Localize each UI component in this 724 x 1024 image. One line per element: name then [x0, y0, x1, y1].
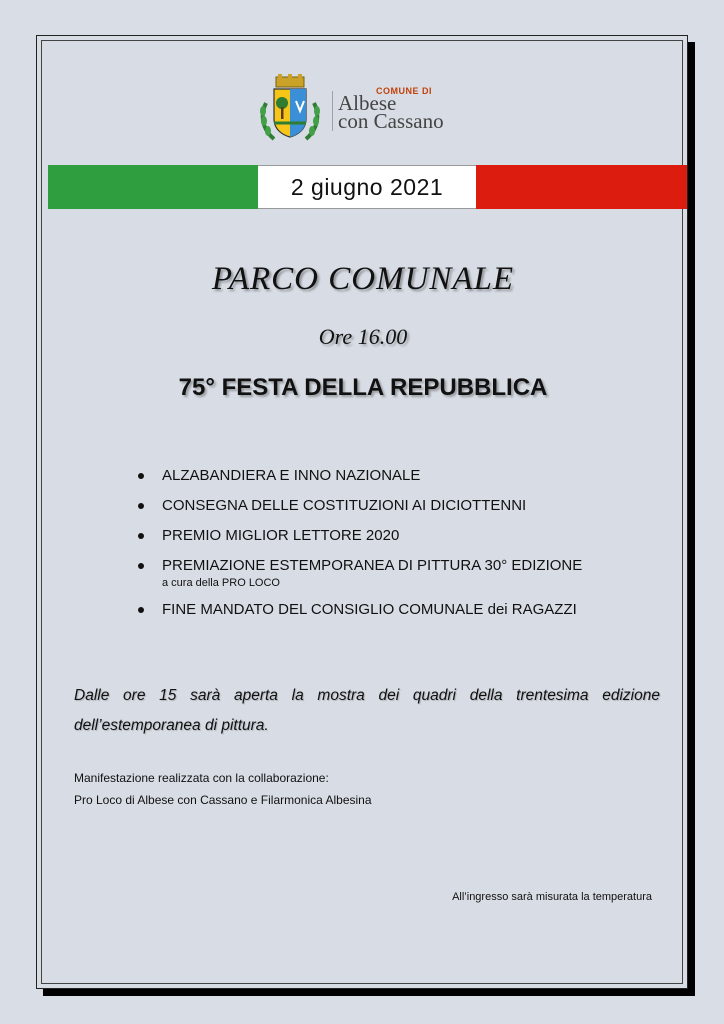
credits-line-2: Pro Loco di Albese con Cassano e Filarmonica Albesina: [74, 793, 372, 807]
program-item: [134, 595, 674, 625]
venue-heading: PARCO COMUNALE: [211, 261, 515, 297]
logo-town-name-line2: con Cassano: [338, 109, 444, 133]
poster-page: [36, 35, 688, 989]
program-item-label: ALZABANDIERA E INNO NAZIONALE: [162, 467, 421, 484]
bullet-icon: [138, 503, 144, 509]
credits-line-1: Manifestazione realizzata con la collaborazione:: [74, 771, 329, 785]
municipality-logo: [252, 73, 472, 149]
program-item: [134, 551, 674, 589]
credits-block: [74, 767, 574, 811]
bullet-icon: [138, 607, 144, 613]
program-list: [134, 461, 674, 625]
program-item-label: PREMIAZIONE ESTEMPORANEA DI PITTURA 30° EDIZIONE: [162, 557, 583, 574]
program-item-label: CONSEGNA DELLE COSTITUZIONI AI DICIOTTENNI: [162, 497, 527, 514]
bullet-icon: [138, 533, 144, 539]
event-time: Ore 16.00: [318, 324, 408, 349]
event-date: 2 giugno 2021: [290, 174, 444, 200]
program-item-label: FINE MANDATO DEL CONSIGLIO COMUNALE dei RAGAZZI: [162, 601, 577, 618]
italian-flag-band: [48, 165, 687, 209]
temperature-notice: All’ingresso sarà misurata la temperatura: [452, 891, 652, 903]
coat-of-arms-icon: [252, 73, 328, 149]
bullet-icon: [138, 473, 144, 479]
program-item-label: PREMIO MIGLIOR LETTORE 2020: [162, 527, 400, 544]
flag-green-stripe: [48, 165, 258, 209]
bullet-icon: [138, 563, 144, 569]
flag-red-stripe: [476, 165, 687, 209]
program-item: [134, 521, 674, 551]
program-item-note: a cura della PRO LOCO: [162, 577, 280, 589]
program-item: [134, 491, 674, 521]
logo-town-name-line1: Albese: [338, 91, 397, 115]
poster-inner-border: [41, 40, 683, 984]
exhibition-notice: Dalle ore 15 sarà aperta la mostra dei quadri della trentesima edizione dell’estemporanea di pittura.: [74, 687, 660, 734]
logo-divider: [332, 91, 333, 131]
flag-white-stripe: [258, 165, 476, 209]
program-item: [134, 461, 674, 491]
logo-comune-label: COMUNE DI: [376, 86, 432, 96]
event-title: 75° FESTA DELLA REPUBBLICA: [178, 374, 548, 401]
